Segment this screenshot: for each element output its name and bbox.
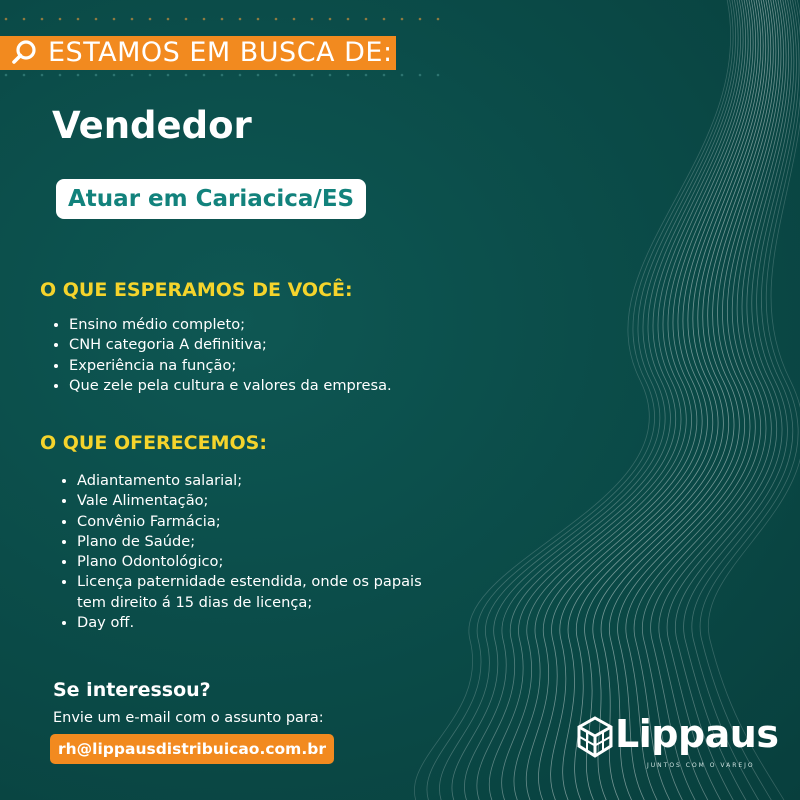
list-item: • Plano Odontológico; [77,552,437,572]
list-item: • Convênio Farmácia; [77,512,437,532]
list-item: • Day off. [77,613,437,633]
offers-heading: O QUE OFERECEMOS: [40,432,267,454]
decorative-dot-row-top [0,16,440,22]
location-badge: Atuar em Cariacica/ES [56,179,366,219]
job-title: Vendedor [52,104,252,147]
list-item: • Plano de Saúde; [77,532,437,552]
logo-name: Lippaus [615,712,779,756]
list-item: • CNH categoria A definitiva; [69,335,489,355]
magnifier-icon [8,36,42,70]
logo-tagline: JUNTOS COM O VAREJO [647,762,755,769]
cta-text: Envie um e-mail com o assunto para: [53,710,324,726]
list-item: • Vale Alimentação; [77,491,437,511]
list-item: • Licença paternidade estendida, onde os papais tem direito á 15 dias de licença; [77,572,437,613]
list-item: • Adiantamento salarial; [77,471,437,491]
list-item: • Ensino médio completo; [69,315,489,335]
cube-logo-icon [577,716,613,758]
search-banner [0,36,396,70]
expectations-heading: O QUE ESPERAMOS DE VOCÊ: [40,279,353,301]
list-item: • Experiência na função; [69,356,489,376]
cta-heading: Se interessou? [53,679,211,701]
offers-list [59,471,437,633]
expectations-list [51,315,489,396]
company-logo [575,712,779,772]
list-item: • Que zele pela cultura e valores da empresa. [69,376,489,396]
banner-title: ESTAMOS EM BUSCA DE: [48,37,393,68]
email-link[interactable]: rh@lippausdistribuicao.com.br [50,734,334,764]
decorative-dot-row-bottom [0,72,440,78]
